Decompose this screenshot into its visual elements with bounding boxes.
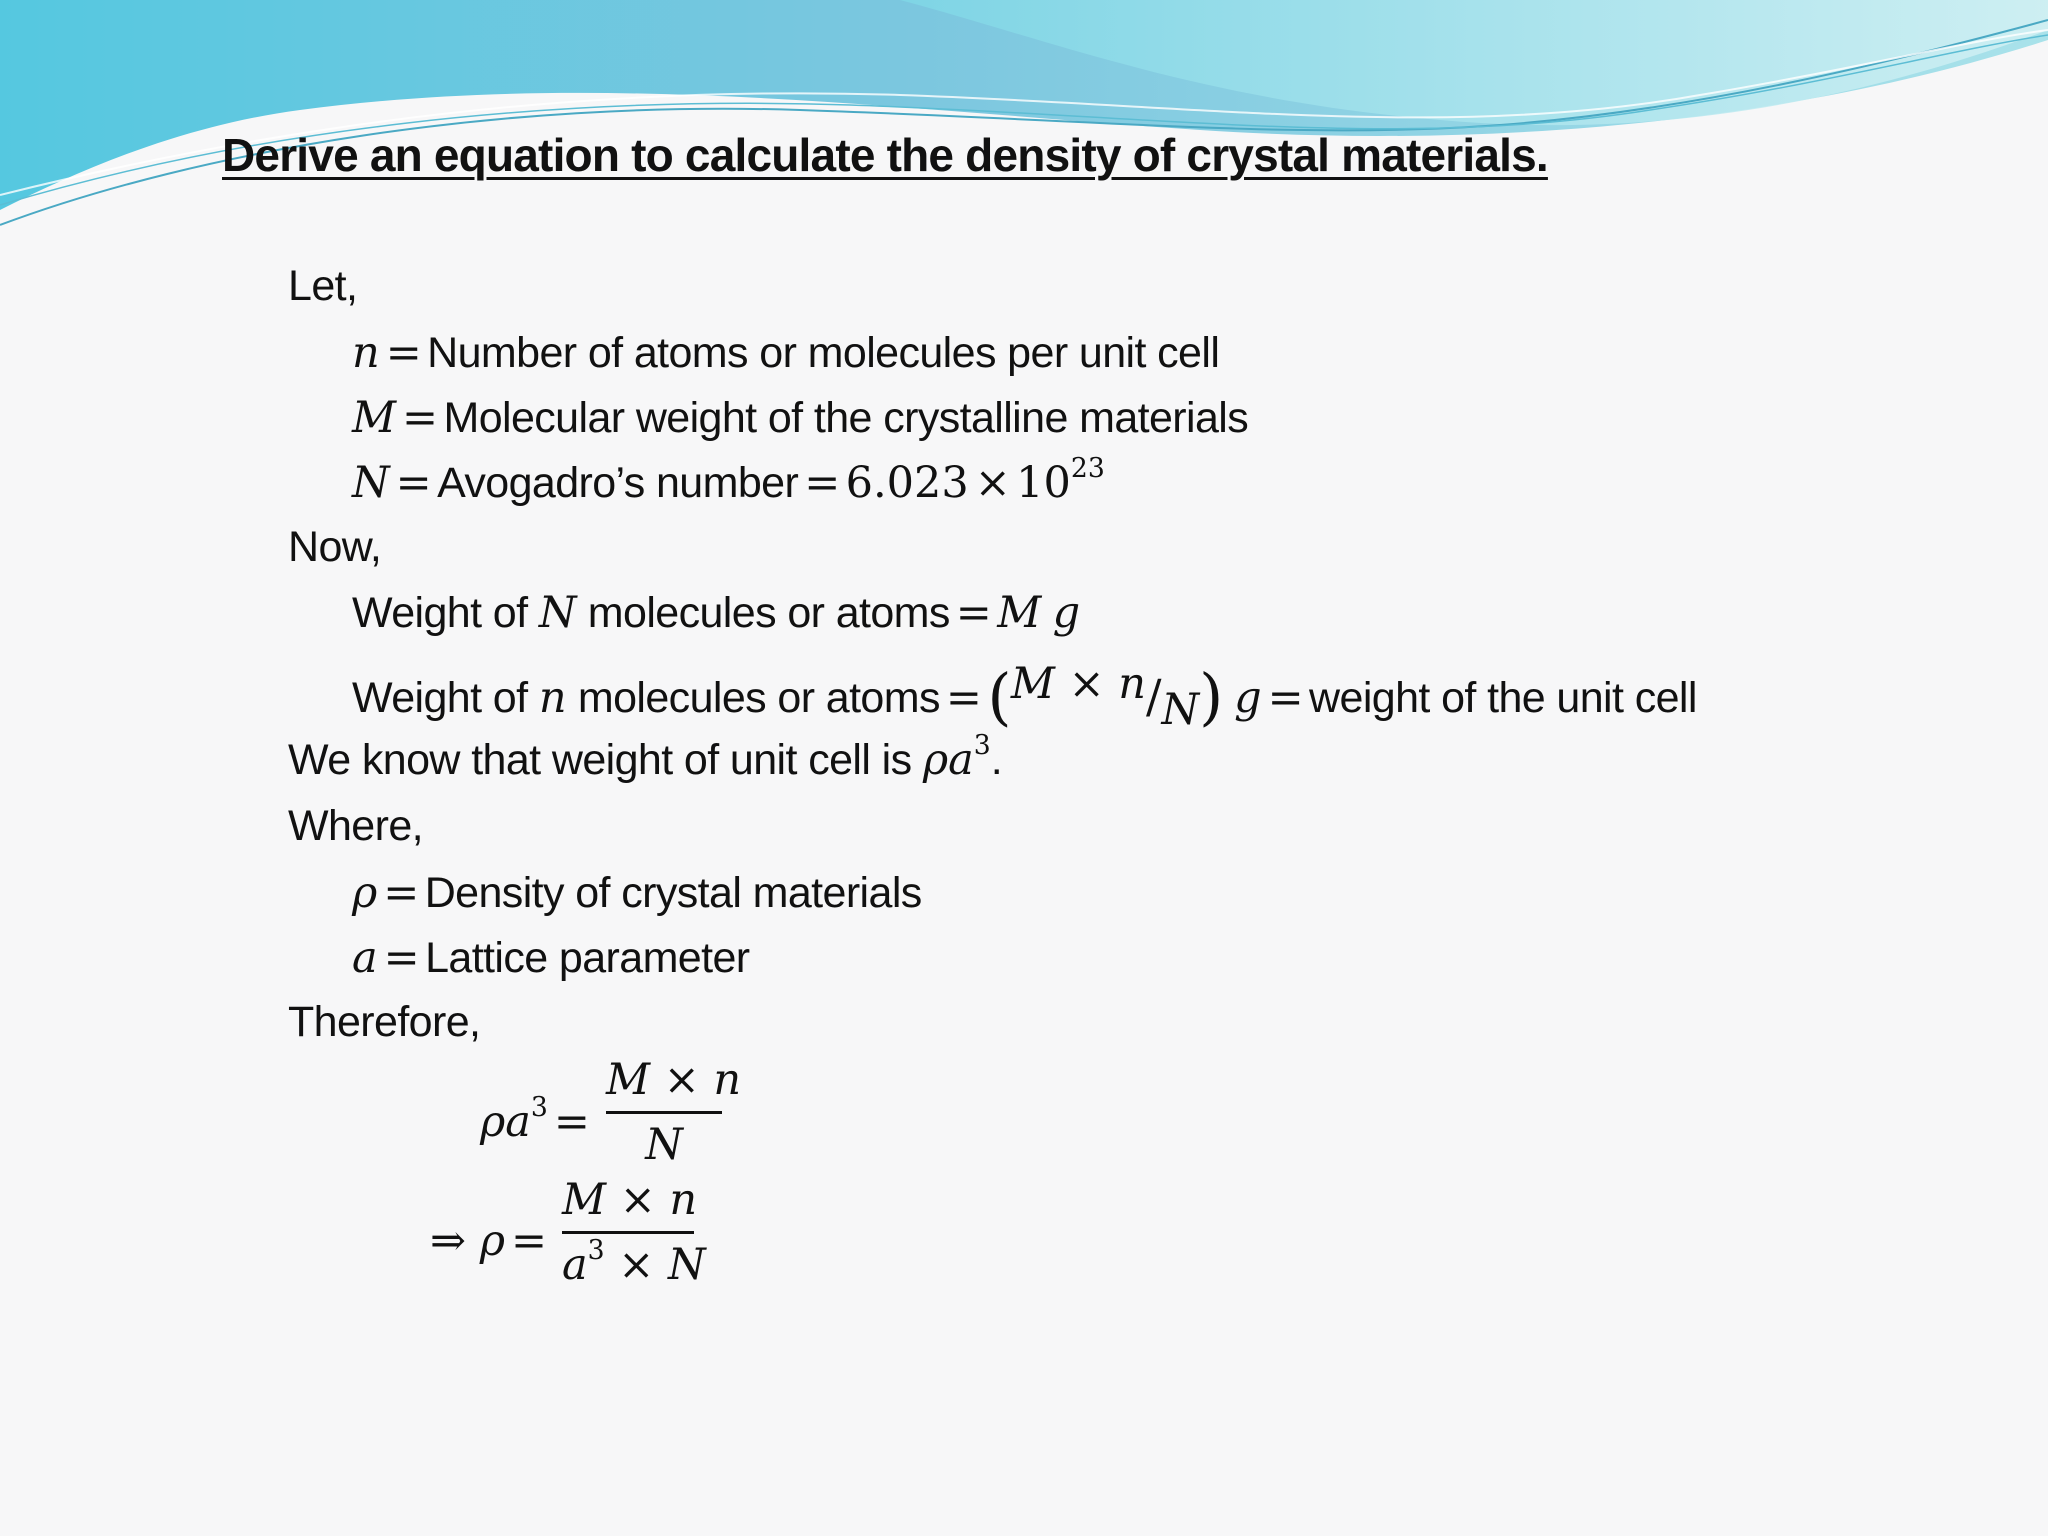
eq2-denominator xyxy=(562,1235,706,1290)
eq1-fraction-bar xyxy=(606,1111,722,1114)
definition-a xyxy=(352,933,750,983)
equation-2-fraction xyxy=(562,1175,706,1290)
definition-rho-text: Density of crystal materials xyxy=(424,869,922,917)
eq2-den-exponent: 3 xyxy=(587,1235,605,1267)
weight-N-g: g xyxy=(1052,588,1081,638)
know-exponent: 3 xyxy=(973,730,991,762)
symbol-M: M xyxy=(352,393,397,443)
equation-1-fraction xyxy=(606,1055,742,1170)
slash-fraction-numerator: M × n xyxy=(1010,659,1146,709)
symbol-rho: ρ xyxy=(352,868,378,918)
slide-title: Derive an equation to calculate the density of crystal materials. xyxy=(222,129,1548,181)
weight-n-suffix: weight of the unit cell xyxy=(1309,674,1697,722)
avogadro-base: 10 xyxy=(1016,458,1071,508)
equation-1-lhs xyxy=(480,1092,596,1147)
open-paren: ( xyxy=(987,660,1011,733)
equals-sign: = xyxy=(955,588,992,638)
avogadro-exponent: 23 xyxy=(1070,453,1105,485)
weight-N-line xyxy=(352,588,1080,638)
avogadro-value: 6.023 xyxy=(845,458,969,508)
equals-sign: = xyxy=(402,393,438,443)
eq2-numerator: M × n xyxy=(562,1175,698,1225)
symbol-n: n xyxy=(352,328,380,378)
eq1-exponent: 3 xyxy=(530,1092,548,1124)
symbol-N: N xyxy=(352,458,390,508)
slash-fraction xyxy=(1010,659,1200,735)
definition-N xyxy=(352,453,1105,508)
let-label: Let, xyxy=(288,262,358,310)
equals-sign: = xyxy=(383,933,420,983)
weight-n-line xyxy=(352,660,1697,733)
weight-n-middle: molecules or atoms xyxy=(566,674,940,722)
close-paren: ) xyxy=(1199,660,1223,733)
symbol-a: a xyxy=(352,933,378,983)
equals-sign: = xyxy=(553,1097,590,1147)
definition-a-text: Lattice parameter xyxy=(425,934,750,982)
know-end: . xyxy=(990,736,1003,784)
eq1-rho: ρ xyxy=(480,1097,506,1147)
definition-M-text: Molecular weight of the crystalline materials xyxy=(443,394,1249,442)
slash-fraction-denominator: N xyxy=(1161,685,1200,735)
times-sign: × xyxy=(974,458,1011,508)
equals-sign: = xyxy=(945,673,982,723)
eq2-fraction-bar xyxy=(562,1231,694,1234)
definition-n-text: Number of atoms or molecules per unit cell xyxy=(427,329,1220,377)
weight-n-symbol: n xyxy=(538,673,567,723)
now-label: Now, xyxy=(288,523,382,571)
equals-sign: = xyxy=(1267,673,1304,723)
know-rho: ρ xyxy=(922,735,949,785)
eq2-rho: ρ xyxy=(479,1216,505,1266)
weight-N-prefix: Weight of xyxy=(352,589,539,637)
weight-N-M: M xyxy=(997,588,1042,638)
equals-sign: = xyxy=(383,868,419,918)
eq1-denominator: N xyxy=(645,1120,683,1170)
definition-n xyxy=(352,328,1219,378)
know-text: We know that weight of unit cell is xyxy=(288,736,923,784)
equals-sign: = xyxy=(510,1216,548,1266)
know-a: a xyxy=(948,735,974,785)
weight-n-prefix: Weight of xyxy=(352,674,539,722)
definition-rho xyxy=(352,868,922,918)
therefore-label: Therefore, xyxy=(288,998,481,1046)
eq2-den-a: a xyxy=(562,1240,588,1290)
equals-sign: = xyxy=(804,458,840,508)
implies-sign: ⇒ xyxy=(430,1216,467,1266)
eq2-den-rest: × N xyxy=(604,1240,706,1290)
equation-2-lhs xyxy=(430,1216,553,1266)
weight-N-middle: molecules or atoms xyxy=(576,589,950,637)
equals-sign: = xyxy=(385,328,422,378)
weight-N-symbol: N xyxy=(538,588,577,638)
know-line xyxy=(288,730,1003,785)
wave-banner xyxy=(0,0,2048,240)
slash: / xyxy=(1146,669,1162,723)
definition-N-text: Avogadro’s number xyxy=(437,459,799,507)
weight-n-g: g xyxy=(1234,673,1262,723)
definition-M xyxy=(352,393,1248,443)
equals-sign: = xyxy=(395,458,432,508)
where-label: Where, xyxy=(288,802,423,850)
eq1-a: a xyxy=(505,1097,531,1147)
eq1-numerator: M × n xyxy=(606,1055,742,1105)
